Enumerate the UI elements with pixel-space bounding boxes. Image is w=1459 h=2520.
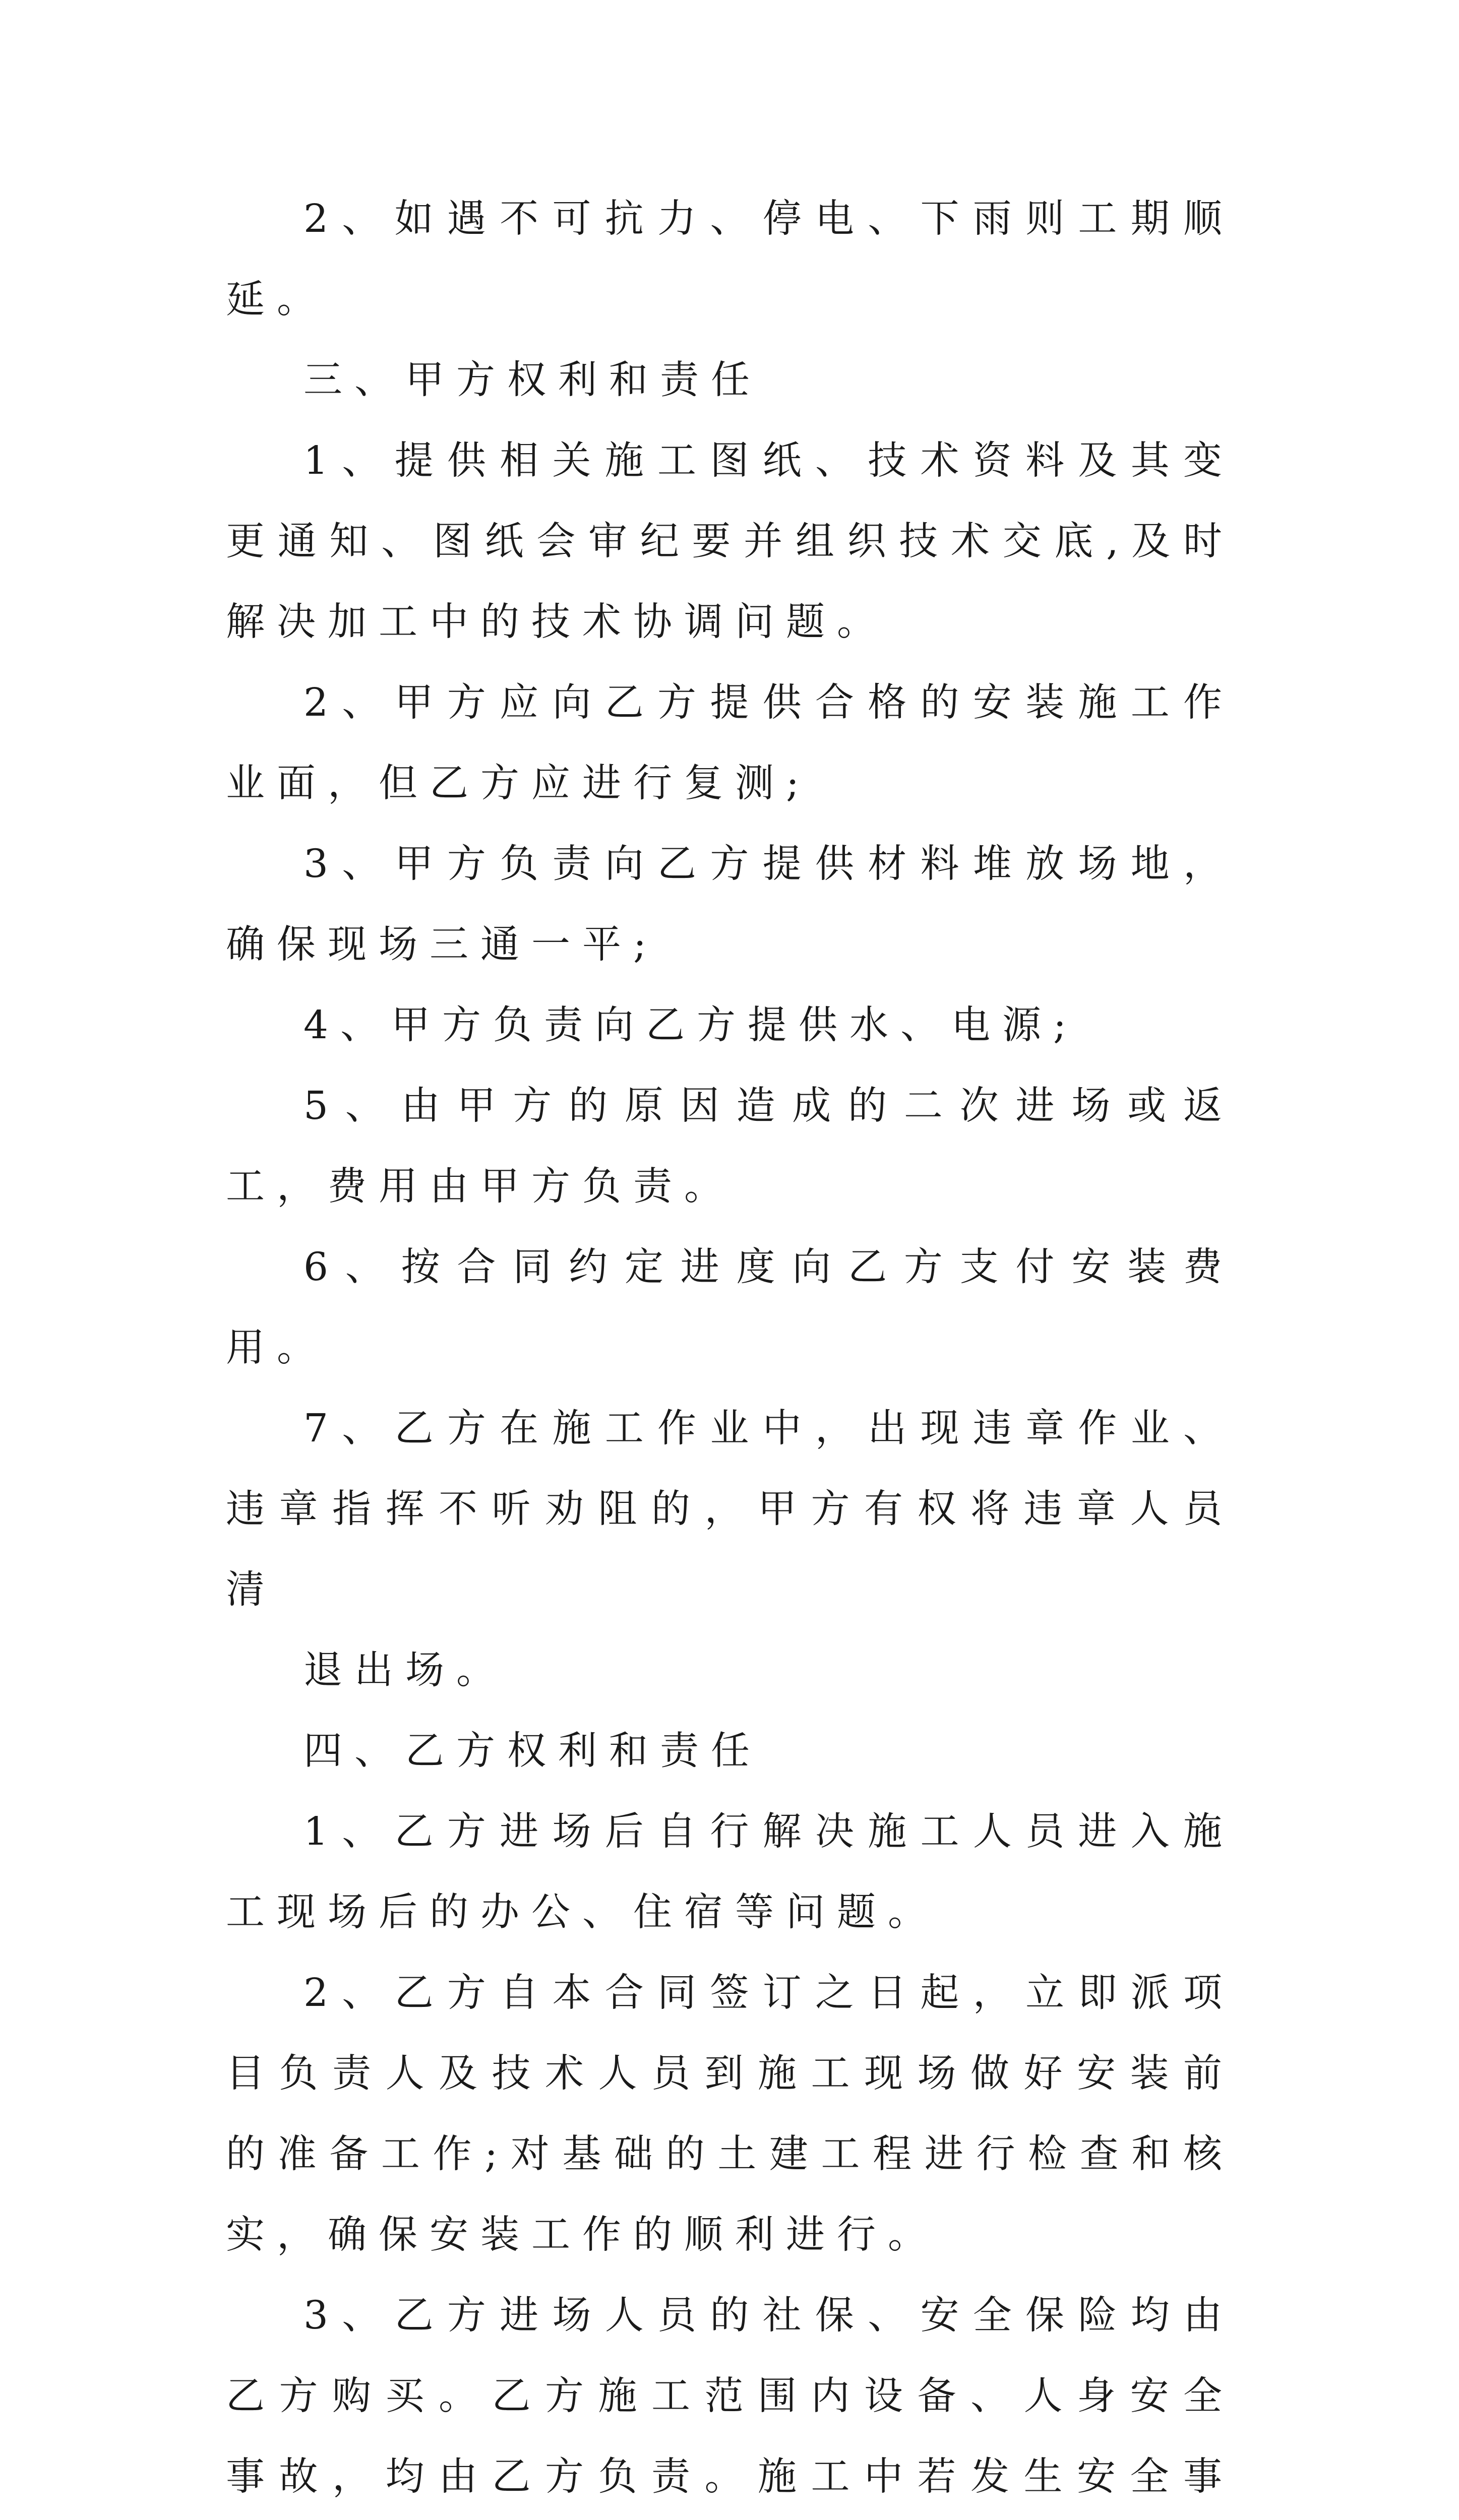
paragraph-a-2: 2、甲方应向乙方提供合格的安装施工作业面，但乙方应进行复测; [226, 680, 1234, 806]
paragraph-delay-clause: 2、如遇不可抗力、停电、下雨则工期顺延。 [226, 197, 1234, 322]
section-heading-party-a: 三、甲方权利和责任 [303, 358, 762, 403]
paragraph-a-5: 5、由甲方的原因造成的二次进场或返工，费用由甲方负责。 [226, 1084, 1234, 1209]
paragraph-b-1: 1、乙方进场后自行解决施工人员进入施工现场后的办公、住宿等问题。 [226, 1809, 1234, 1935]
paragraph-a-7: 7、乙方在施工作业中，出现违章作业、违章指挥不听劝阻的，甲方有权将违章人员清 [226, 1406, 1234, 1612]
paragraph-b-2: 2、乙方自本合同签订之日起，立即派项目负责人及技术人员到施工现场做好安装前的准备工作;对基础的土建工程进行检查和核实，确保安装工作的顺利进行。 [226, 1971, 1234, 2257]
paragraph-a-1: 1、提供相关施工图纸、技术资料及其变更通知、图纸会审纪要并组织技术交底,及时解决加工中的技术协调问题。 [226, 438, 1234, 645]
paragraph-a-7-continued: 退出场。 [303, 1648, 507, 1693]
paragraph-a-6: 6、按合同约定进度向乙方支付安装费用。 [226, 1245, 1234, 1370]
paragraph-b-3: 3、乙方进场人员的社保、安全保险均由乙方购买。乙方施工范围内设备、人身安全事故，均由乙方负责。施工中若发生安全事 [226, 2293, 1234, 2499]
paragraph-a-4: 4、甲方负责向乙方提供水、电源; [303, 1003, 1078, 1048]
document-body [226, 179, 1234, 2520]
paragraph-a-3: 3、甲方负责向乙方提供材料堆放场地，确保现场三通一平; [226, 842, 1234, 967]
section-heading-party-b: 四、乙方权利和责任 [303, 1729, 762, 1774]
